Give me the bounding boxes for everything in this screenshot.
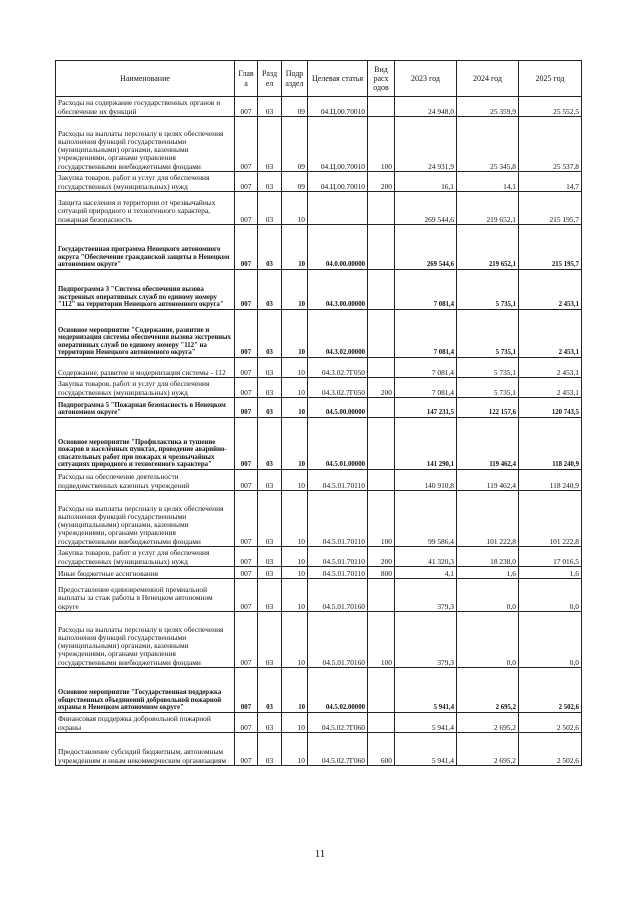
row-target-article: 04.3.02.7Г050 <box>308 378 368 398</box>
row-target-article: 04.5.02.7Г060 <box>308 713 368 733</box>
row-2025: 2 453,1 <box>519 270 582 310</box>
row-2024: 119 462,4 <box>457 470 519 491</box>
row-razdel: 03 <box>258 470 282 491</box>
row-target-article: 04.Ц.00.70010 <box>308 97 368 117</box>
header-target-article: Целевая статья <box>308 61 368 97</box>
row-expense-type <box>368 97 395 117</box>
row-2024: 219 652,1 <box>457 192 519 225</box>
row-2025: 101 222,8 <box>519 491 582 547</box>
header-podrazdel: Подр аздел <box>282 61 308 97</box>
row-podrazdel: 09 <box>282 172 308 192</box>
table-row <box>56 192 582 225</box>
table-body <box>56 97 582 766</box>
row-target-article: 04.5.01.70110 <box>308 470 368 491</box>
row-target-article: 04.5.02.7Г060 <box>308 733 368 766</box>
row-podrazdel: 10 <box>282 358 308 378</box>
row-razdel: 03 <box>258 567 282 579</box>
page-number: 11 <box>314 848 326 860</box>
table-row <box>56 547 582 567</box>
row-name: Финансовая поддержка добровольной пожарной охраны <box>56 713 235 733</box>
row-target-article: 04.5.01.70110 <box>308 547 368 567</box>
row-2023: 379,3 <box>395 579 457 612</box>
row-name: Подпрограмма 5 "Пожарная безопасность в Ненецком автономном округе" <box>56 398 235 418</box>
header-2023: 2023 год <box>395 61 457 97</box>
row-expense-type <box>368 418 395 470</box>
row-2023: 5 941,4 <box>395 733 457 766</box>
row-razdel: 03 <box>258 547 282 567</box>
row-2024: 1,6 <box>457 567 519 579</box>
table-row <box>56 398 582 418</box>
row-target-article: 04.3.02.00000 <box>308 310 368 358</box>
row-razdel: 03 <box>258 668 282 713</box>
row-razdel: 03 <box>258 225 282 270</box>
row-name: Основное мероприятие "Содержание, развитие и модернизация системы обеспечения вызова экстренных оперативных служб по единому номеру "112" на территории Ненецкого автономного округа" <box>56 310 235 358</box>
row-expense-type: 200 <box>368 378 395 398</box>
row-2023: 4,1 <box>395 567 457 579</box>
row-2025: 25 537,8 <box>519 117 582 172</box>
row-name: Закупка товаров, работ и услуг для обеспечения государственных (муниципальных) нужд <box>56 172 235 192</box>
row-glava: 007 <box>235 192 258 225</box>
row-2023: 269 544,6 <box>395 225 457 270</box>
row-2025: 0,0 <box>519 612 582 668</box>
row-podrazdel: 10 <box>282 733 308 766</box>
header-razdel: Разд ел <box>258 61 282 97</box>
row-name: Иные бюджетные ассигнования <box>56 567 235 579</box>
row-2025: 2 453,1 <box>519 358 582 378</box>
row-target-article: 04.5.01.70110 <box>308 567 368 579</box>
row-expense-type <box>368 579 395 612</box>
row-name: Расходы на выплаты персоналу в целях обеспечения выполнения функций государственными (муниципальными) органами, казенными учреждениями, органами управления государственными внебюджетными фондами <box>56 491 235 547</box>
table-row <box>56 97 582 117</box>
row-podrazdel: 10 <box>282 225 308 270</box>
row-2025: 2 502,6 <box>519 668 582 713</box>
row-2023: 24 931,9 <box>395 117 457 172</box>
row-glava: 007 <box>235 378 258 398</box>
row-podrazdel: 10 <box>282 378 308 398</box>
row-2024: 25 345,8 <box>457 117 519 172</box>
row-name: Предоставление субсидий бюджетным, автономным учреждениям и иным некоммерческим организациям <box>56 733 235 766</box>
row-razdel: 03 <box>258 358 282 378</box>
row-target-article: 04.5.01.70160 <box>308 612 368 668</box>
row-2023: 7 081,4 <box>395 378 457 398</box>
row-razdel: 03 <box>258 418 282 470</box>
row-glava: 007 <box>235 733 258 766</box>
row-glava: 007 <box>235 310 258 358</box>
row-expense-type: 600 <box>368 733 395 766</box>
row-target-article: 04.5.01.70160 <box>308 579 368 612</box>
row-2024: 5 735,1 <box>457 358 519 378</box>
row-2025: 118 240,9 <box>519 470 582 491</box>
row-razdel: 03 <box>258 117 282 172</box>
row-2024: 2 695,2 <box>457 733 519 766</box>
row-2023: 41 320,3 <box>395 547 457 567</box>
row-podrazdel: 10 <box>282 491 308 547</box>
row-glava: 007 <box>235 470 258 491</box>
table-row <box>56 358 582 378</box>
row-2023: 147 231,5 <box>395 398 457 418</box>
row-2025: 2 502,6 <box>519 733 582 766</box>
row-expense-type <box>368 470 395 491</box>
row-target-article: 04.5.02.00000 <box>308 668 368 713</box>
row-expense-type <box>368 398 395 418</box>
row-2025: 17 016,5 <box>519 547 582 567</box>
row-target-article: 04.Ц.00.70010 <box>308 172 368 192</box>
budget-table-sheet <box>55 60 581 766</box>
row-razdel: 03 <box>258 172 282 192</box>
row-target-article: 04.5.01.00000 <box>308 418 368 470</box>
row-target-article: 04.Ц.00.70010 <box>308 117 368 172</box>
row-expense-type <box>368 225 395 270</box>
row-2024: 101 222,8 <box>457 491 519 547</box>
row-2023: 7 081,4 <box>395 310 457 358</box>
row-2023: 5 941,4 <box>395 713 457 733</box>
table-row <box>56 713 582 733</box>
row-2025: 1,6 <box>519 567 582 579</box>
row-glava: 007 <box>235 117 258 172</box>
row-2024: 5 735,1 <box>457 310 519 358</box>
row-glava: 007 <box>235 567 258 579</box>
row-glava: 007 <box>235 668 258 713</box>
row-2025: 215 195,7 <box>519 225 582 270</box>
header-name: Наименование <box>56 61 235 97</box>
row-glava: 007 <box>235 358 258 378</box>
row-target-article: 04.3.00.00000 <box>308 270 368 310</box>
row-expense-type <box>368 668 395 713</box>
table-row <box>56 172 582 192</box>
row-2023: 141 290,1 <box>395 418 457 470</box>
row-target-article <box>308 192 368 225</box>
row-glava: 007 <box>235 398 258 418</box>
row-glava: 007 <box>235 491 258 547</box>
row-glava: 007 <box>235 418 258 470</box>
row-expense-type: 200 <box>368 172 395 192</box>
row-podrazdel: 10 <box>282 547 308 567</box>
table-header-row <box>56 61 582 97</box>
row-name: Закупка товаров, работ и услуг для обеспечения государственных (муниципальных) нужд <box>56 378 235 398</box>
row-expense-type: 200 <box>368 547 395 567</box>
row-expense-type <box>368 310 395 358</box>
row-glava: 007 <box>235 172 258 192</box>
row-2023: 269 544,6 <box>395 192 457 225</box>
table-row <box>56 470 582 491</box>
row-2024: 0,0 <box>457 579 519 612</box>
row-glava: 007 <box>235 270 258 310</box>
row-razdel: 03 <box>258 491 282 547</box>
row-2025: 120 743,5 <box>519 398 582 418</box>
table-row <box>56 491 582 547</box>
header-2025: 2025 год <box>519 61 582 97</box>
row-expense-type <box>368 192 395 225</box>
row-expense-type <box>368 358 395 378</box>
row-2023: 16,1 <box>395 172 457 192</box>
row-name: Расходы на обеспечение деятельности подведомственных казенных учреждений <box>56 470 235 491</box>
row-name: Предоставление единовременной премиальной выплаты за стаж работы в Ненецком автономном округе <box>56 579 235 612</box>
row-podrazdel: 10 <box>282 418 308 470</box>
row-2024: 5 735,1 <box>457 378 519 398</box>
row-target-article: 04.3.02.7Г050 <box>308 358 368 378</box>
row-name: Защита населения и территории от чрезвычайных ситуаций природного и техногенного характера, пожарная безопасность <box>56 192 235 225</box>
row-target-article: 04.5.01.70110 <box>308 491 368 547</box>
row-glava: 007 <box>235 225 258 270</box>
table-row <box>56 612 582 668</box>
row-2025: 215 195,7 <box>519 192 582 225</box>
row-2024: 0,0 <box>457 612 519 668</box>
row-podrazdel: 10 <box>282 612 308 668</box>
row-name: Основное мероприятие "Профилактика и тушение пожаров в населённых пунктах, проведение аварийно-спасательных работ при пожарах и чрезвычайных ситуациях природного и техногенного характера" <box>56 418 235 470</box>
row-name: Государственная программа Ненецкого автономного округа "Обеспечение гражданской защиты в Ненецком автономном округе" <box>56 225 235 270</box>
row-2023: 24 948,0 <box>395 97 457 117</box>
row-podrazdel: 09 <box>282 117 308 172</box>
table-row <box>56 270 582 310</box>
table-row <box>56 378 582 398</box>
row-2024: 122 157,6 <box>457 398 519 418</box>
header-2024: 2024 год <box>457 61 519 97</box>
row-name: Расходы на выплаты персоналу в целях обеспечения выполнения функций государственными (муниципальными) органами, казенными учреждениями, органами управления государственными внебюджетными фондами <box>56 117 235 172</box>
row-expense-type: 100 <box>368 491 395 547</box>
row-podrazdel: 09 <box>282 97 308 117</box>
row-podrazdel: 10 <box>282 567 308 579</box>
row-podrazdel: 10 <box>282 398 308 418</box>
row-2024: 14,1 <box>457 172 519 192</box>
row-expense-type <box>368 713 395 733</box>
row-2023: 140 910,8 <box>395 470 457 491</box>
row-name: Закупка товаров, работ и услуг для обеспечения государственных (муниципальных) нужд <box>56 547 235 567</box>
row-razdel: 03 <box>258 97 282 117</box>
row-podrazdel: 10 <box>282 470 308 491</box>
row-glava: 007 <box>235 612 258 668</box>
row-name: Основное мероприятие "Государственная поддержка общественных объединений добровольной пожарной охраны в Ненецком автономном округе" <box>56 668 235 713</box>
row-podrazdel: 10 <box>282 668 308 713</box>
row-2024: 219 652,1 <box>457 225 519 270</box>
row-target-article: 04.5.00.00000 <box>308 398 368 418</box>
budget-table <box>55 60 582 766</box>
row-2025: 2 453,1 <box>519 310 582 358</box>
row-2025: 2 502,6 <box>519 713 582 733</box>
row-expense-type: 800 <box>368 567 395 579</box>
row-2023: 7 081,4 <box>395 358 457 378</box>
row-name: Расходы на содержание государственных органов и обеспечение их функций <box>56 97 235 117</box>
table-row <box>56 579 582 612</box>
row-2023: 379,3 <box>395 612 457 668</box>
row-2024: 119 462,4 <box>457 418 519 470</box>
table-row <box>56 733 582 766</box>
row-razdel: 03 <box>258 579 282 612</box>
row-podrazdel: 10 <box>282 270 308 310</box>
row-razdel: 03 <box>258 378 282 398</box>
row-2025: 14,7 <box>519 172 582 192</box>
row-2025: 118 240,9 <box>519 418 582 470</box>
row-2023: 7 081,4 <box>395 270 457 310</box>
row-podrazdel: 10 <box>282 310 308 358</box>
row-razdel: 03 <box>258 713 282 733</box>
row-2023: 99 586,4 <box>395 491 457 547</box>
header-expense-type: Вид расх одов <box>368 61 395 97</box>
row-2024: 2 695,2 <box>457 668 519 713</box>
row-expense-type: 100 <box>368 117 395 172</box>
row-expense-type: 100 <box>368 612 395 668</box>
table-row <box>56 310 582 358</box>
row-razdel: 03 <box>258 733 282 766</box>
table-row <box>56 567 582 579</box>
table-row <box>56 668 582 713</box>
row-expense-type <box>368 270 395 310</box>
row-podrazdel: 10 <box>282 192 308 225</box>
row-glava: 007 <box>235 547 258 567</box>
row-razdel: 03 <box>258 612 282 668</box>
row-target-article: 04.0.00.00000 <box>308 225 368 270</box>
row-2025: 25 552,5 <box>519 97 582 117</box>
row-podrazdel: 10 <box>282 579 308 612</box>
table-row <box>56 418 582 470</box>
row-2024: 18 238,0 <box>457 547 519 567</box>
row-name: Расходы на выплаты персоналу в целях обеспечения выполнения функций государственными (муниципальными) органами, казенными учреждениями, органами управления государственными внебюджетными фондами <box>56 612 235 668</box>
row-2024: 25 359,9 <box>457 97 519 117</box>
row-2024: 5 735,1 <box>457 270 519 310</box>
row-2024: 2 695,2 <box>457 713 519 733</box>
table-row <box>56 117 582 172</box>
row-razdel: 03 <box>258 270 282 310</box>
row-podrazdel: 10 <box>282 713 308 733</box>
row-2025: 0,0 <box>519 579 582 612</box>
row-razdel: 03 <box>258 192 282 225</box>
header-glava: Глав а <box>235 61 258 97</box>
row-glava: 007 <box>235 97 258 117</box>
row-name: Содержание, развитие и модернизация системы - 112 <box>56 358 235 378</box>
row-name: Подпрограмма 3 "Система обеспечения вызова экстренных оперативных служб по единому номеру "112" на территории Ненецкого автономного округа" <box>56 270 235 310</box>
row-razdel: 03 <box>258 310 282 358</box>
row-razdel: 03 <box>258 398 282 418</box>
row-2025: 2 453,1 <box>519 378 582 398</box>
row-glava: 007 <box>235 713 258 733</box>
row-glava: 007 <box>235 579 258 612</box>
table-row <box>56 225 582 270</box>
row-2023: 5 941,4 <box>395 668 457 713</box>
